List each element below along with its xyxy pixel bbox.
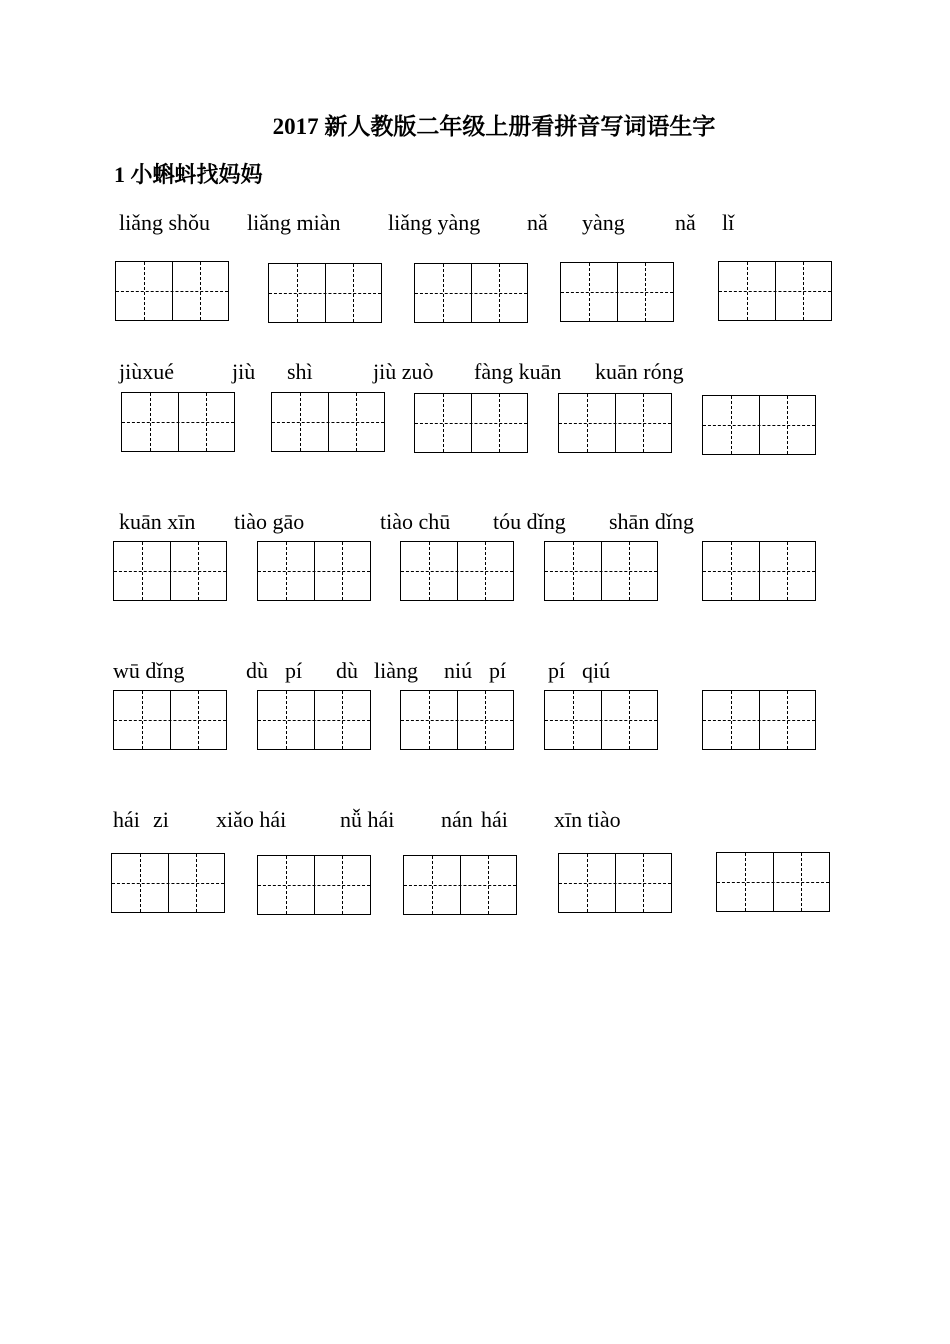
pinyin-label: fàng kuān [474,359,562,384]
pinyin-label: nǎ [527,210,548,235]
writing-box-pair[interactable] [414,393,528,453]
writing-box-pair[interactable] [111,853,225,913]
pinyin-label: dù [246,658,268,683]
writing-box-pair[interactable] [544,541,658,601]
pinyin-label: pí [548,658,566,683]
writing-box-pair[interactable] [113,690,227,750]
writing-box-pair[interactable] [400,690,514,750]
pinyin-label: hái [481,807,508,832]
page-title: 2017 新人教版二年级上册看拼音写词语生字 [272,114,716,139]
writing-box-pair[interactable] [718,261,832,321]
pinyin-label: jiù zuò [373,359,434,384]
writing-box-pair[interactable] [558,853,672,913]
pinyin-label: kuān xīn [119,509,196,534]
pinyin-label: xīn tiào [554,807,621,832]
pinyin-label: wū dǐng [113,658,185,683]
pinyin-label: nán [441,807,473,832]
pinyin-label: nǚ hái [340,807,395,832]
writing-box-pair[interactable] [400,541,514,601]
pinyin-label: liàng [374,658,418,683]
pinyin-label: tóu dǐng [493,509,566,534]
pinyin-label: tiào chū [380,509,451,534]
pinyin-label: niú [444,658,473,683]
writing-box-pair[interactable] [257,855,371,915]
pinyin-label: pí [285,658,303,683]
pinyin-label: hái [113,807,140,832]
pinyin-label: nǎ [675,210,696,235]
pinyin-label: lǐ [722,210,735,235]
writing-box-pair[interactable] [121,392,235,452]
pinyin-label: shì [287,359,313,384]
writing-box-pair[interactable] [544,690,658,750]
writing-box-pair[interactable] [560,262,674,322]
pinyin-label: zi [153,807,169,832]
writing-box-pair[interactable] [702,690,816,750]
writing-box-pair[interactable] [115,261,229,321]
pinyin-label: dù [336,658,358,683]
pinyin-label: xiǎo hái [216,807,287,832]
writing-box-pair[interactable] [257,690,371,750]
writing-box-pair[interactable] [558,393,672,453]
pinyin-label: kuān róng [595,359,684,384]
pinyin-label: pí [489,658,507,683]
writing-box-pair[interactable] [702,395,816,455]
writing-box-pair[interactable] [702,541,816,601]
pinyin-label: tiào gāo [234,509,305,534]
writing-box-pair[interactable] [257,541,371,601]
writing-box-pair[interactable] [414,263,528,323]
writing-box-pair[interactable] [716,852,830,912]
writing-box-pair[interactable] [403,855,517,915]
writing-box-pair[interactable] [271,392,385,452]
writing-box-pair[interactable] [113,541,227,601]
pinyin-label: jiù [232,359,256,384]
pinyin-label: qiú [582,658,611,683]
pinyin-label: jiùxué [119,359,174,384]
writing-box-pair[interactable] [268,263,382,323]
pinyin-label: liǎng yàng [388,210,481,235]
pinyin-label: yàng [582,210,625,235]
pinyin-label: shān dǐng [609,509,694,534]
lesson-heading: 1 小蝌蚪找妈妈 [114,162,263,187]
pinyin-label: liǎng miàn [247,210,341,235]
pinyin-label: liǎng shǒu [119,210,211,235]
